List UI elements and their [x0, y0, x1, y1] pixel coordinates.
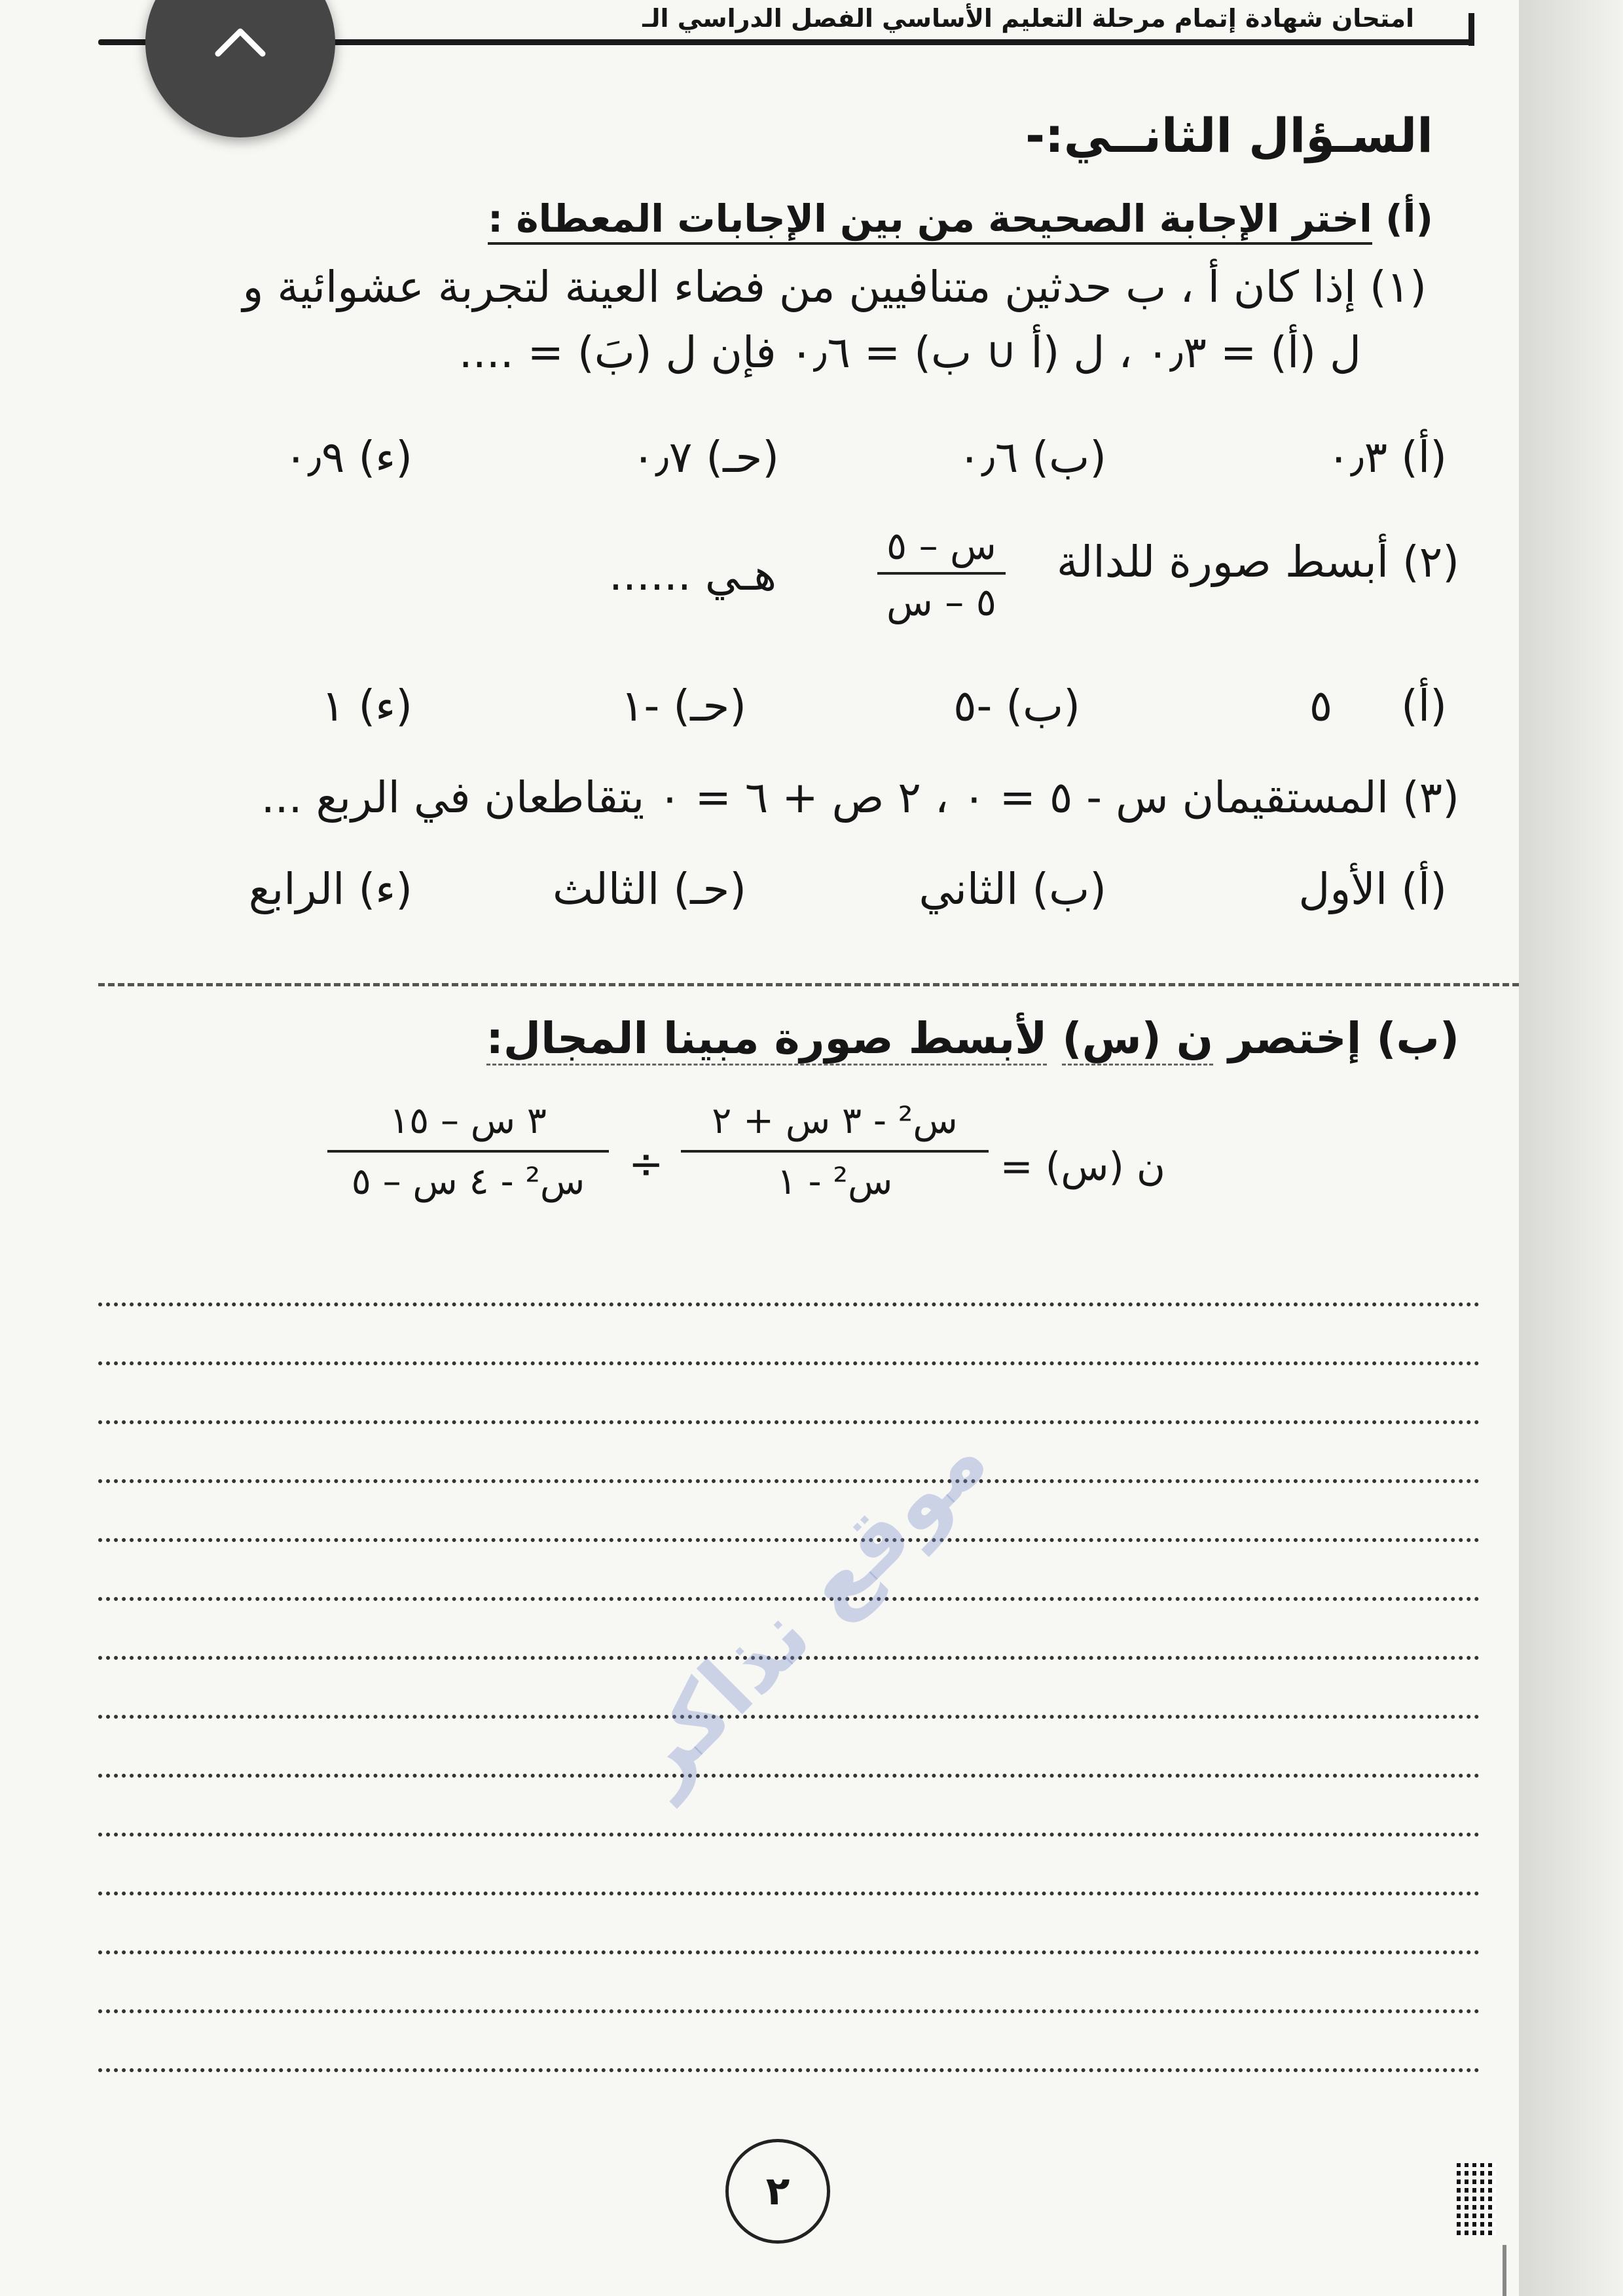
answer-line	[98, 1774, 1480, 1778]
exam-header-title: امتحان شهادة إتمام مرحلة التعليم الأساسي الفصل الدراسي الـ	[642, 4, 1414, 33]
answer-line	[98, 1833, 1480, 1837]
fraction-2-numerator: ٣ س – ١٥	[390, 1100, 547, 1142]
q3-option-b: (ب) الثاني	[919, 864, 1106, 914]
answer-line	[98, 2068, 1480, 2072]
header-corner-mark	[1468, 13, 1474, 46]
expression-fraction-1	[681, 1100, 989, 1203]
answer-line	[98, 1302, 1480, 1306]
q2-fraction	[877, 524, 1006, 624]
margin-mark	[1503, 2245, 1506, 2296]
section-separator	[98, 983, 1519, 986]
answer-line	[98, 1479, 1480, 1483]
q3-options	[98, 864, 1447, 929]
q2-fraction-denominator: ٥ – س	[886, 580, 996, 624]
q3-option-c: (حـ) الثالث	[552, 864, 746, 914]
q2-suffix: هـي ......	[609, 550, 777, 600]
division-operator: ÷	[629, 1140, 664, 1189]
q2-option-a: (أ) ٥	[1309, 681, 1447, 731]
answer-line	[98, 1950, 1480, 1954]
q3-option-d: (ء) الرابع	[248, 864, 412, 914]
chevron-up-icon	[214, 25, 266, 58]
qr-code-icon	[1457, 2163, 1496, 2235]
q2-prefix: (٢) أبسط صورة للدالة	[1056, 537, 1459, 587]
q2-option-b: (ب) -٥	[953, 681, 1080, 731]
q1-line2: ل (أ) = ٠٫٣ ، ل (أ ∪ ب) = ٠٫٦ فإن ل (بَ) = ....	[458, 327, 1361, 378]
q1-line1: (١) إذا كان أ ، ب حدثين متنافيين من فضاء العينة لتجربة عشوائية و	[242, 262, 1427, 312]
answer-line	[98, 2009, 1480, 2013]
answer-line	[98, 1420, 1480, 1424]
q3-option-a: (أ) الأول	[1298, 864, 1447, 914]
q3-line1: (٣) المستقيمان س - ٥ = ٠ ، ٢ ص + ٦ = ٠ يتقاطعان في الربع ...	[261, 772, 1459, 823]
fraction-1-denominator: س² - ١	[776, 1160, 893, 1203]
fraction-1-numerator: س² - ٣ س + ٢	[712, 1100, 958, 1142]
watermark: موقع نذاكر	[608, 1408, 1006, 1806]
fraction-1-bar	[681, 1150, 989, 1153]
part-b-instruction	[486, 1013, 1460, 1064]
answer-line	[98, 1715, 1480, 1719]
fraction-2-denominator: س² - ٤ س – ٥	[351, 1160, 585, 1203]
part-b-instruction-post: لأبسط صورة مبينا المجال:	[486, 1013, 1048, 1066]
page-edge	[1519, 0, 1623, 2296]
part-b-function-name: ن (س)	[1062, 1013, 1213, 1066]
q1-option-b: (ب) ٠٫٦	[958, 432, 1106, 482]
part-b-expression	[314, 1100, 1165, 1257]
part-a-instruction	[488, 196, 1433, 241]
expression-fraction-2	[327, 1100, 609, 1203]
part-a-label: (أ)	[1385, 196, 1433, 241]
q2-options	[98, 681, 1447, 746]
q1-option-a: (أ) ٠٫٣	[1326, 432, 1447, 482]
expression-lhs: ن (س) =	[1000, 1144, 1165, 1190]
part-a-instruction-text: اختر الإجابة الصحيحة من بين الإجابات المعطاة :	[488, 196, 1372, 245]
q1-option-c: (حـ) ٠٫٧	[632, 432, 779, 482]
fraction-2-bar	[327, 1150, 609, 1153]
part-b-instruction-pre: إختصر	[1228, 1013, 1362, 1064]
answer-line	[98, 1892, 1480, 1895]
q1-options	[98, 432, 1447, 497]
q2-fraction-numerator: س – ٥	[886, 524, 996, 568]
answer-line	[98, 1538, 1480, 1542]
q2-option-d: (ء) ١	[321, 681, 412, 731]
part-b-label: (ب)	[1376, 1013, 1459, 1064]
q2-option-c: (حـ) -١	[621, 681, 746, 731]
page-number: ٢	[725, 2139, 830, 2244]
q1-option-d: (ء) ٠٫٩	[284, 432, 412, 482]
answer-line	[98, 1361, 1480, 1365]
question-heading: السـؤال الثانــي:-	[1025, 108, 1433, 163]
